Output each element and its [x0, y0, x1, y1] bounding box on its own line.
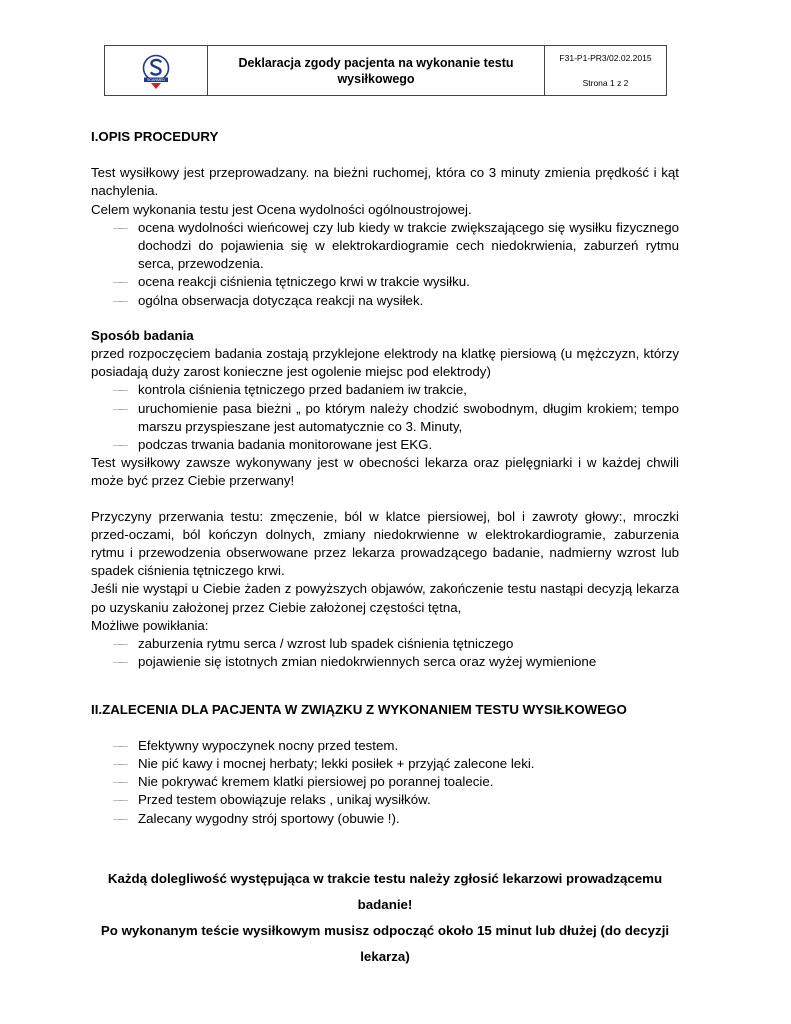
list-item: —— Nie pić kawy i mocnej herbaty; lekki posiłek + przyjąć zalecone leki. [91, 755, 679, 773]
final-note-line: Po wykonanym teście wysiłkowym musisz odpocząć około 15 minut lub dłużej (do decyzji [100, 922, 670, 938]
list-item: —— Przed testem obowiązuje relaks , unikaj wysiłków. [91, 791, 679, 809]
intro-paragraph: Test wysiłkowy jest przeprowadzany. na bieżni ruchomej, która co 3 minuty zmienia prędkość i kąt nachylenia. [91, 165, 679, 199]
document-body [91, 128, 679, 970]
final-note [91, 866, 679, 970]
list-item: —— podczas trwania badania monitorowane jest EKG. [91, 436, 679, 454]
goal-paragraph: Celem wykonania testu jest Ocena wydolności ogólnoustrojowej. [91, 201, 472, 217]
section1-title: I.OPIS PROCEDURY [91, 129, 219, 144]
document-header [104, 45, 667, 96]
list-item: —— ogólna obserwacja dotycząca reakcji na wysiłek. [91, 292, 679, 310]
document-title: Deklaracja zgody pacjenta na wykonanie testu wysiłkowego [208, 46, 545, 95]
list-item: —— Nie pokrywać kremem klatki piersiowej po porannej toalecie. [91, 773, 679, 791]
complications-title: Możliwe powikłania: [91, 617, 209, 633]
document-code: F31-P1-PR3/02.02.2015 [559, 53, 652, 63]
section2-title: II.ZALECENIA DLA PACJENTA W ZWIĄZKU Z WYKONANIEM TESTU WYSIŁKOWEGO [91, 702, 627, 718]
termination-paragraph: Jeśli nie wystąpi u Ciebie żaden z powyższych objawów, zakończenie testu nastąpi decyzją lekarza po uzyskaniu założonej przez Ciebie założonej częstości tętna, [91, 581, 679, 615]
list-item: —— zaburzenia rytmu serca / wzrost lub spadek ciśnienia tętniczego [91, 635, 679, 653]
logo-text: SCANMED [147, 77, 165, 82]
logo-cell [105, 46, 208, 95]
document-meta [545, 46, 666, 95]
method-title: Sposób badania [91, 327, 194, 343]
list-item: —— pojawienie się istotnych zmian niedokrwiennych serca oraz wyżej wymienione [91, 653, 679, 671]
goals-list [91, 219, 679, 310]
reasons-paragraph: Przyczyny przerwania testu: zmęczenie, ból w klatce piersiowej, bol i zawroty głowy:, mroczki przed-oczami, ból kończyn dolnych, zmiany niedokrwienne w elektrokardiogramie, zaburzenia rytmu i przewodzenia obserwowane przez lekarza prowadzącego badanie, nadmierny wzrost lub spadek ciśnienia tętniczego krwi. [91, 508, 679, 579]
scanmed-logo-icon [142, 52, 170, 90]
list-item: —— Efektywny wypoczynek nocny przed testem. [91, 737, 679, 755]
list-item: —— ocena wydolności wieńcowej czy lub kiedy w trakcie zwiększającego się wysiłku fizycznego dochodzi do pojawienia się w elektrokardiogramie cech niedokrwienia, zaburzeń rytmu serca, przewodzenia. [91, 219, 679, 274]
final-note-line: Każdą dolegliwość występująca w trakcie testu należy zgłosić lekarzowi prowadzącemu badanie! [107, 870, 663, 912]
recommendations-list [91, 737, 679, 828]
page-indicator: Strona 1 z 2 [582, 78, 629, 88]
presence-note: Test wysiłkowy zawsze wykonywany jest w obecności lekarza oraz pielęgniarki i w każdej chwili może być przez Ciebie przerwany! [91, 455, 679, 489]
list-item: —— Zalecany wygodny strój sportowy (obuwie !). [91, 810, 679, 828]
final-note-line: lekarza) [360, 948, 410, 964]
list-item: —— kontrola ciśnienia tętniczego przed badaniem iw trakcie, [91, 381, 679, 399]
method-intro: przed rozpoczęciem badania zostają przyklejone elektrody na klatkę piersiową (u mężczyzn, którzy posiadają duży zarost konieczne jest ogolenie miejsc pod elektrody) [91, 346, 679, 380]
list-item: —— ocena reakcji ciśnienia tętniczego krwi w trakcie wysiłku. [91, 273, 679, 291]
complications-list [91, 635, 679, 671]
list-item: —— uruchomienie pasa bieżni „ po którym należy chodzić swobodnym, długim krokiem; tempo marszu przyspieszane jest automatycznie co 3. Minuty, [91, 400, 679, 436]
method-list [91, 381, 679, 454]
